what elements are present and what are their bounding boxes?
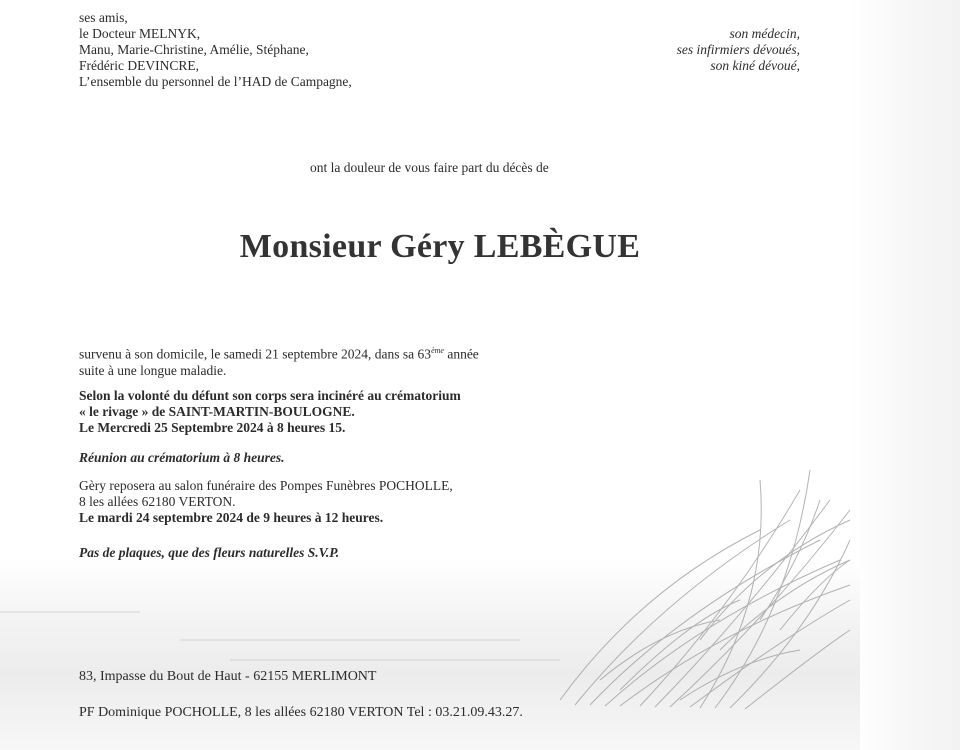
viewing-line: Le mardi 24 septembre 2024 de 9 heures à 12 heures.	[79, 510, 384, 525]
cremation-line: « le rivage » de SAINT-MARTIN-BOULOGNE.	[79, 404, 355, 419]
meeting-note: Réunion au crématorium à 8 heures.	[79, 450, 285, 465]
family-list	[79, 10, 352, 90]
family-address: 83, Impasse du Bout de Haut - 62155 MERLIMONT	[79, 669, 377, 684]
cremation-line: Le Mercredi 25 Septembre 2024 à 8 heures 15.	[79, 420, 346, 435]
family-line: L’ensemble du personnel de l’HAD de Campagne,	[79, 74, 352, 89]
death-info-text-end: année	[443, 346, 479, 362]
flowers-note: Pas de plaques, que des fleurs naturelles S.V.P.	[79, 545, 340, 560]
funeral-home-contact: PF Dominique POCHOLLE, 8 les allées 62180 VERTON Tel : 03.21.09.43.27.	[79, 705, 523, 720]
death-info-line	[79, 343, 479, 363]
care-team-list	[677, 26, 800, 74]
cremation-line: Selon la volonté du défunt son corps sera incinéré au crématorium	[79, 388, 461, 403]
care-line: son médecin,	[729, 26, 800, 41]
viewing-line: Gèry reposera au salon funéraire des Pompes Funèbres POCHOLLE,	[79, 478, 453, 493]
ordinal-suffix: ème	[431, 346, 444, 355]
family-line: Frédéric DEVINCRE,	[79, 58, 199, 73]
death-info-text: survenu à son domicile, le samedi 21 septembre 2024, dans sa 63	[79, 346, 432, 362]
care-line: ses infirmiers dévoués,	[676, 42, 800, 57]
family-line: le Docteur MELNYK,	[79, 26, 201, 41]
deceased-name: Monsieur Géry LEBÈGUE	[239, 228, 641, 265]
care-line: son kiné dévoué,	[710, 58, 800, 73]
family-line: Manu, Marie-Christine, Amélie, Stéphane,	[79, 42, 309, 57]
death-info-line: suite à une longue maladie.	[79, 362, 227, 378]
viewing-line: 8 les allées 62180 VERTON.	[79, 494, 236, 509]
announcement-intro: ont la douleur de vous faire part du décès de	[310, 160, 549, 175]
family-line: ses amis,	[79, 10, 128, 25]
cremation-details	[79, 388, 461, 436]
viewing-details	[79, 478, 453, 526]
death-info	[79, 343, 479, 379]
